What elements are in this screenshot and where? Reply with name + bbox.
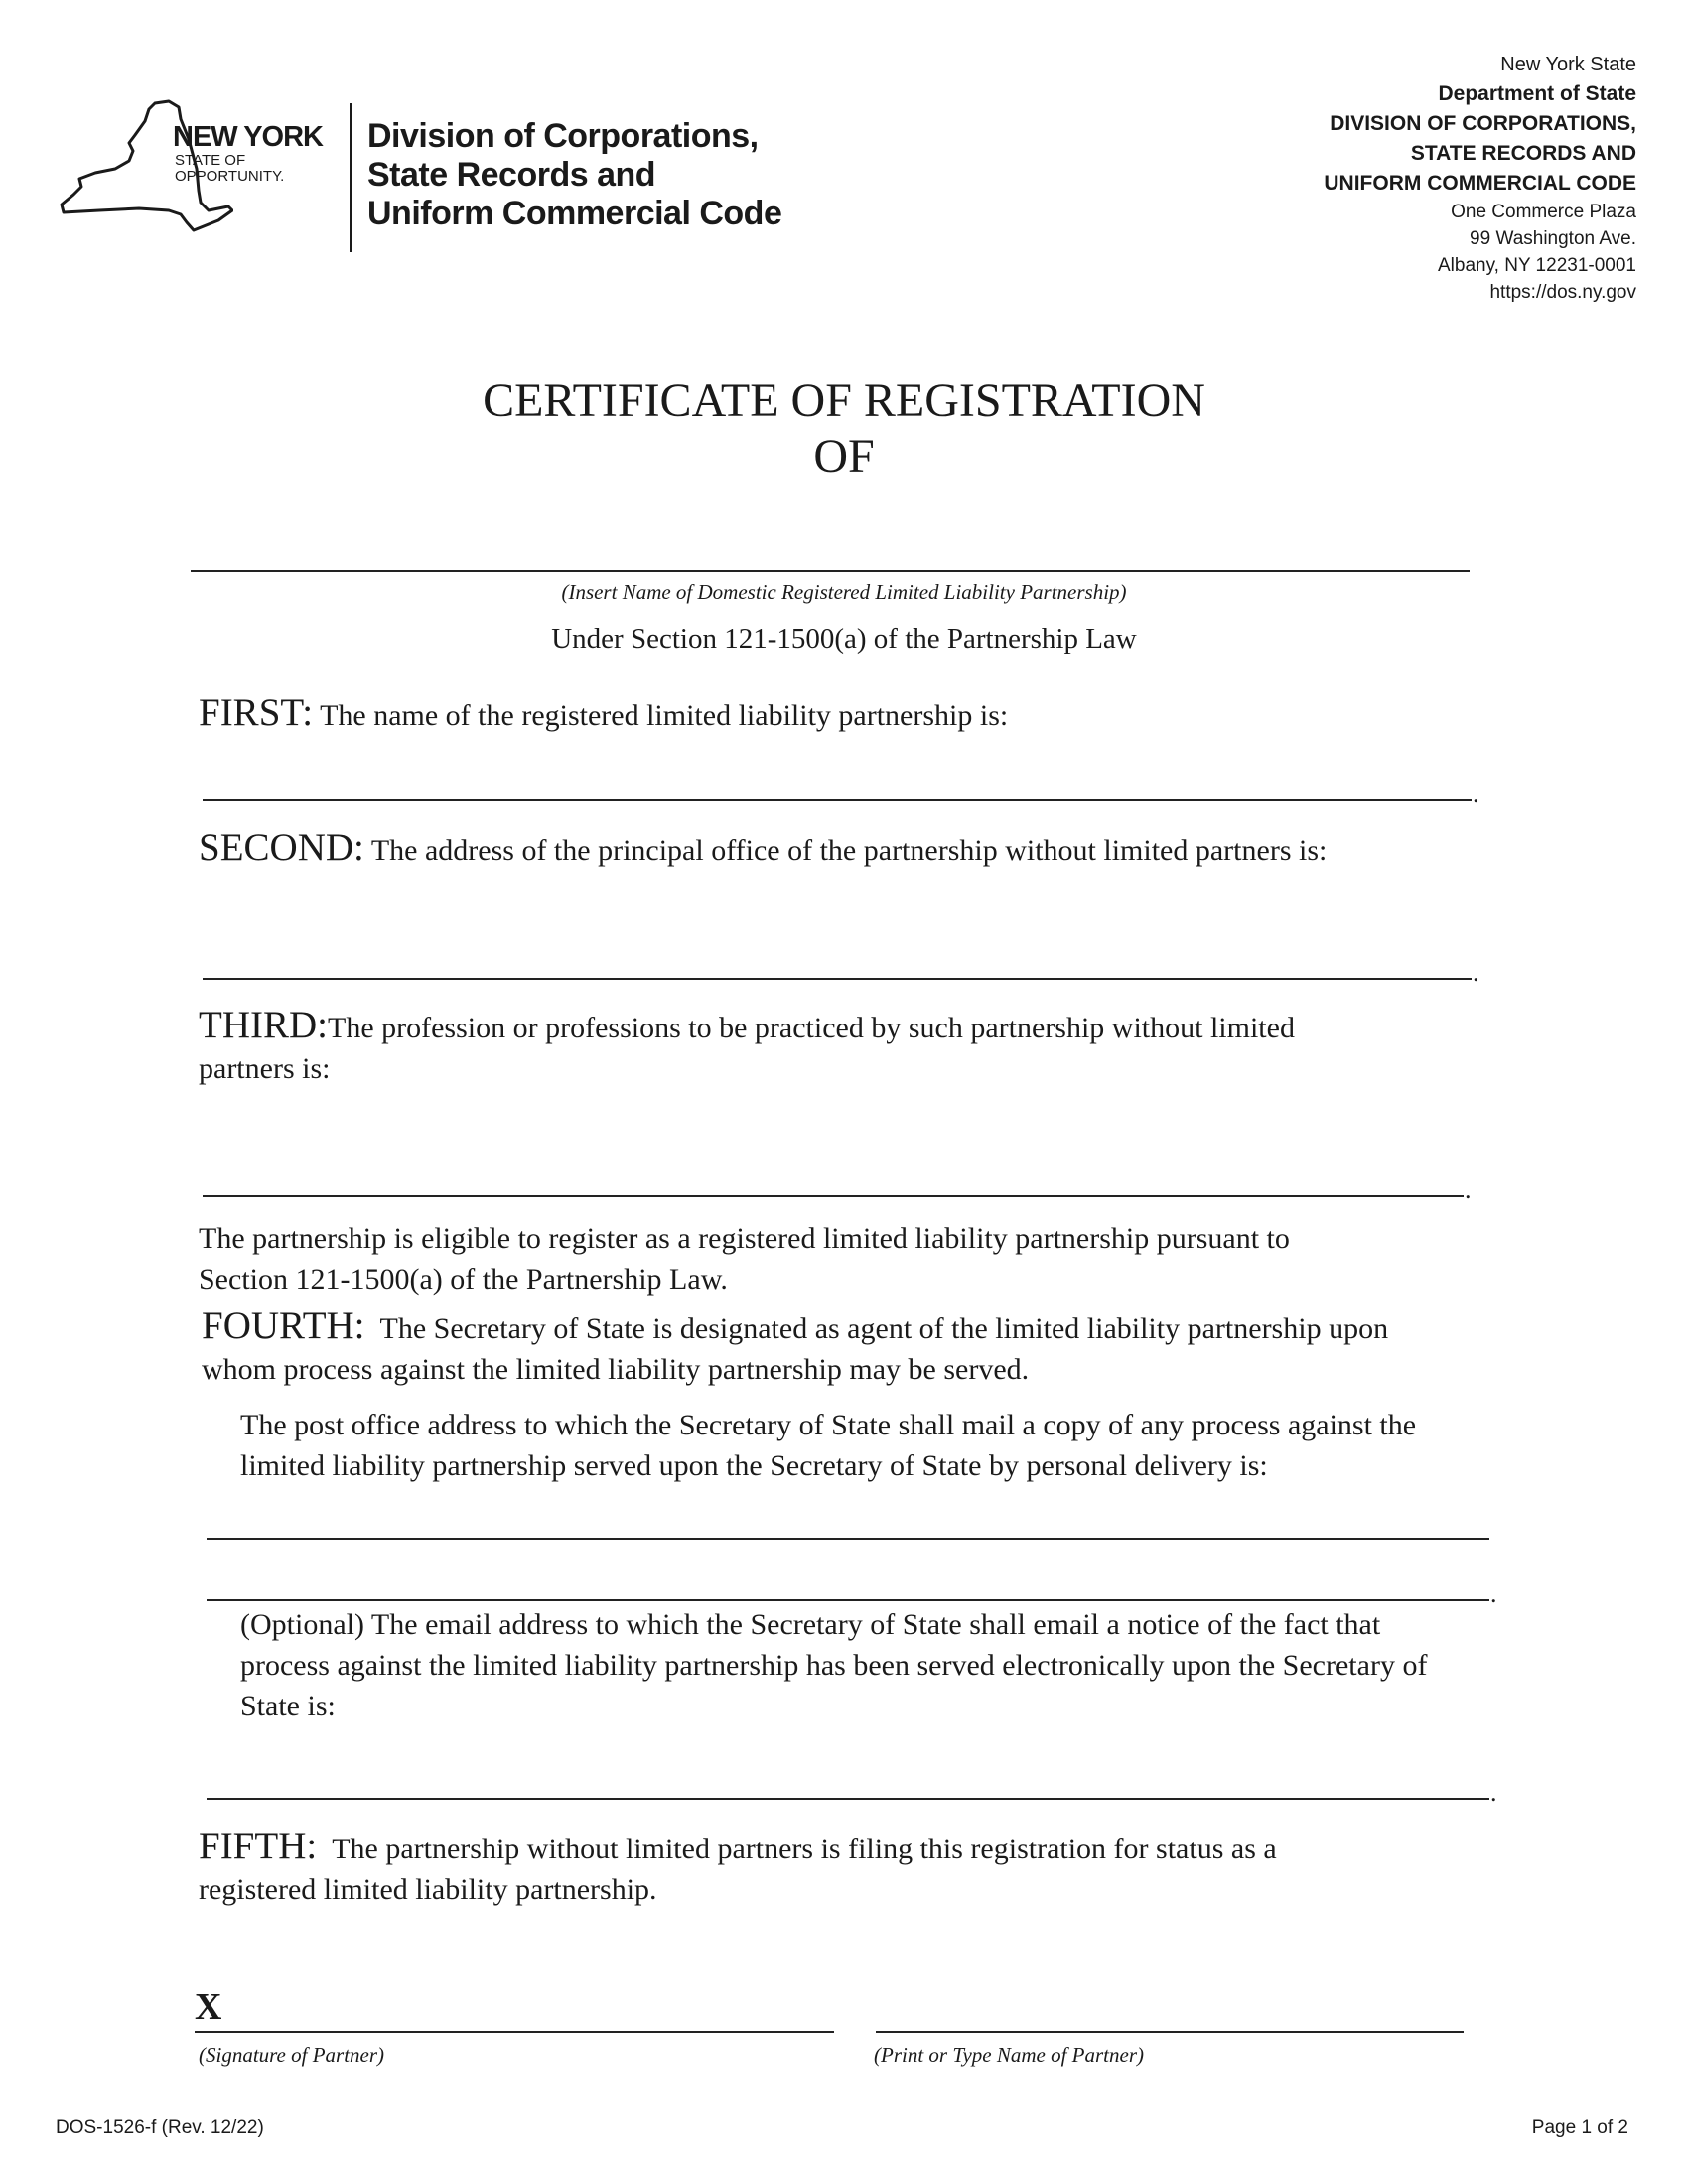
fourth-text-line-1: The Secretary of State is designated as agent of the limited liability partnership upon <box>379 1312 1389 1345</box>
address-website: https://dos.ny.gov <box>1489 282 1636 303</box>
address-line-4: STATE RECORDS AND <box>1410 142 1636 165</box>
logo-tagline-line-1: STATE OF <box>175 152 246 169</box>
third-answer-line[interactable] <box>203 1195 1464 1197</box>
second-text: The address of the principal office of the partnership without limited partners is: <box>370 834 1328 867</box>
third-label: THIRD: <box>199 1004 328 1046</box>
email-address-line[interactable] <box>207 1798 1489 1800</box>
page-number: Page 1 of 2 <box>1531 2117 1628 2138</box>
logo-tagline <box>175 153 284 185</box>
fourth-text-line-2: whom process against the limited liability partnership may be served. <box>202 1353 1030 1386</box>
eligibility-line-1: The partnership is eligible to register as a registered limited liability partnership pursuant to <box>199 1222 1290 1255</box>
document-title <box>0 373 1688 484</box>
address-line-6: One Commerce Plaza <box>1451 202 1636 222</box>
statute-line: Under Section 121-1500(a) of the Partnership Law <box>551 623 1137 655</box>
email-address-statement <box>240 1604 1427 1726</box>
logo-divider <box>350 103 352 252</box>
signature-mark: X <box>195 1986 222 2028</box>
address-line-3: DIVISION OF CORPORATIONS, <box>1330 112 1636 135</box>
logo-tagline-line-2: OPPORTUNITY. <box>175 168 285 185</box>
fifth-label: FIFTH: <box>199 1825 318 1867</box>
eligibility-line-2: Section 121-1500(a) of the Partnership Law. <box>199 1263 728 1296</box>
division-title-line-2: State Records and <box>367 156 656 194</box>
second-period: . <box>1473 958 1479 987</box>
post-office-period: . <box>1490 1579 1497 1608</box>
post-office-address-line-1[interactable] <box>207 1538 1489 1540</box>
address-line-2: Department of State <box>1438 82 1636 105</box>
post-office-line-2: limited liability partnership served upon the Secretary of State by personal delivery is: <box>240 1449 1268 1482</box>
second-label: SECOND: <box>199 826 364 869</box>
printed-name-line[interactable] <box>876 2031 1464 2033</box>
third-text-line-1: The profession or professions to be practiced by such partnership without limited <box>328 1012 1295 1044</box>
agency-address-block <box>1324 50 1636 306</box>
document-title-line-2: OF <box>813 430 875 482</box>
email-period: . <box>1490 1778 1497 1807</box>
second-answer-line[interactable] <box>203 978 1472 980</box>
address-line-7: 99 Washington Ave. <box>1470 228 1636 249</box>
form-identifier: DOS-1526-f (Rev. 12/22) <box>56 2117 264 2138</box>
third-period: . <box>1465 1175 1472 1204</box>
email-statement-line-2: process against the limited liability partnership has been served electronically upon the Secretary of <box>240 1649 1428 1682</box>
first-period: . <box>1473 779 1479 808</box>
document-title-line-1: CERTIFICATE OF REGISTRATION <box>483 374 1205 427</box>
first-answer-line[interactable] <box>203 799 1472 801</box>
third-text-line-2: partners is: <box>199 1052 331 1085</box>
post-office-address-statement <box>240 1405 1416 1486</box>
post-office-address-line-2[interactable] <box>207 1599 1489 1601</box>
signature-line[interactable] <box>195 2031 834 2033</box>
post-office-line-1: The post office address to which the Secretary of State shall mail a copy of any process against the <box>240 1409 1417 1441</box>
third-article <box>199 1005 1295 1089</box>
fourth-label: FOURTH: <box>202 1304 365 1347</box>
eligibility-statement <box>199 1218 1290 1299</box>
fourth-article <box>202 1305 1388 1390</box>
partnership-name-caption: (Insert Name of Domestic Registered Limited Liability Partnership) <box>561 580 1127 604</box>
logo-state-name: NEW YORK <box>173 121 323 153</box>
email-statement-line-1: (Optional) The email address to which the Secretary of State shall email a notice of the fact that <box>240 1608 1381 1641</box>
fifth-text-line-1: The partnership without limited partners is filing this registration for status as a <box>332 1833 1277 1865</box>
printed-name-caption: (Print or Type Name of Partner) <box>874 2043 1144 2067</box>
first-label: FIRST: <box>199 691 314 734</box>
address-line-1: New York State <box>1500 54 1636 75</box>
email-statement-line-3: State is: <box>240 1690 336 1722</box>
first-text: The name of the registered limited liability partnership is: <box>320 699 1009 732</box>
signature-caption: (Signature of Partner) <box>199 2043 385 2067</box>
first-article <box>199 692 1008 736</box>
fifth-article <box>199 1826 1277 1910</box>
address-line-8: Albany, NY 12231-0001 <box>1437 255 1636 276</box>
division-title-line-1: Division of Corporations, <box>367 117 759 155</box>
partnership-name-field[interactable] <box>191 570 1470 572</box>
division-title <box>367 117 781 233</box>
address-line-5: UNIFORM COMMERCIAL CODE <box>1324 172 1636 195</box>
second-article <box>199 827 1327 871</box>
division-title-line-3: Uniform Commercial Code <box>367 195 782 232</box>
fifth-text-line-2: registered limited liability partnership. <box>199 1873 657 1906</box>
